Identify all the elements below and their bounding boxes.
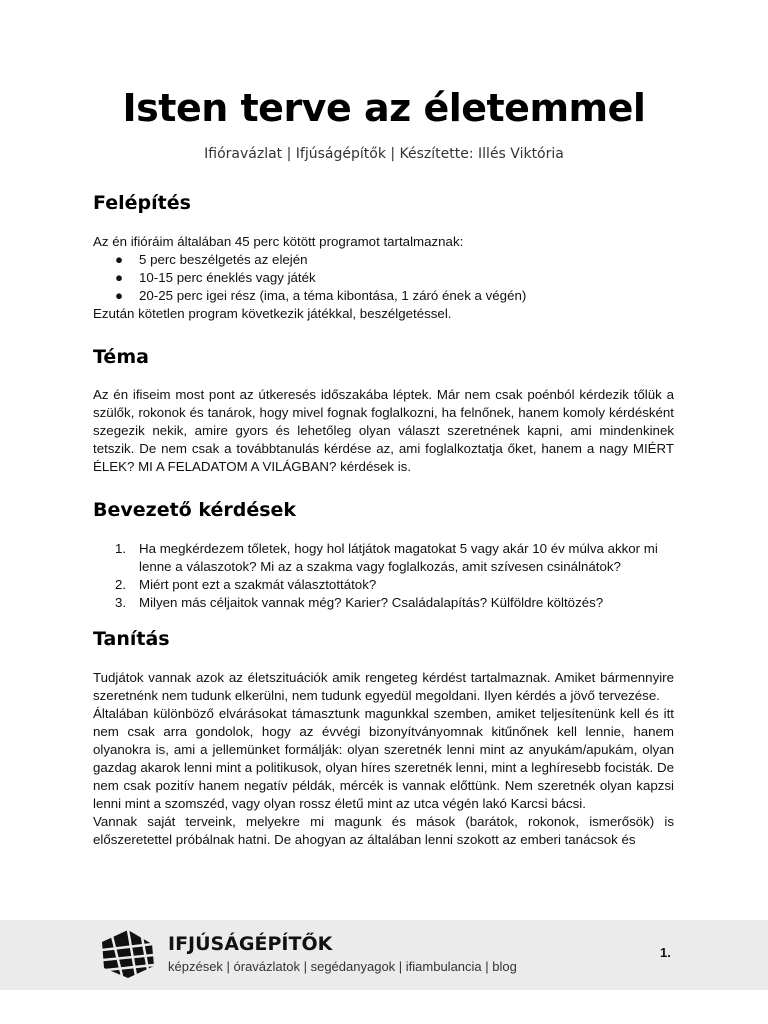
section-bevezeto [93,499,674,612]
tanitas-paragraph: Vannak saját terveink, melyekre mi magunk és mások (barátok, rokonok, ismerősök) is előszeretettel próbálnak hatni. De ahogyan az általában lenni szokott az emberi tanácsok és [93,814,674,847]
list-item [93,269,674,287]
list-item [93,594,674,612]
tanitas-paragraph: Tudjátok vannak azok az életszituációk amik rengeteg kérdést tartalmaznak. Amiket bármennyire szeretnénk nem tudunk elkerülni, nem tudunk egyedül megoldani. Ilyen kérdés a jövő tervezése. [93,670,674,703]
list-item [93,540,674,576]
page-title: Isten terve az életemmel [122,86,646,130]
felepites-intro: Az én ifióráim általában 45 perc kötött programot tartalmaznak: [93,234,464,249]
list-item-text: 10-15 perc éneklés vagy játék [139,270,316,285]
bullet-icon: ● [115,270,124,285]
ifjusagepitok-logo-icon [98,928,156,980]
section-tema [93,346,674,476]
list-item-text: 5 perc beszélgetés az elején [139,252,308,267]
bullet-icon: ● [115,252,124,267]
footer-brand: IFJÚSÁGÉPÍTŐK [168,933,333,955]
list-item [93,251,674,269]
list-number: 2. [115,577,127,592]
page-subtitle: Ifióravázlat | Ifjúságépítők | Készítette: Illés Viktória [204,146,564,162]
list-item [93,287,674,305]
page-number: 1. [660,945,671,960]
tanitas-paragraph: Általában különböző elvárásokat támasztunk magunkkal szemben, amiket teljesítenünk kell és itt nem csak arra gondolok, hogy az évvégi bizonyítványomnak kitűnőnek kell lennie, hanem olyanokra is, ami a jellemünket formálják: olyan szeretnék lenni mint az anyukám/apukám, olyan gazdag akarok lenni mint a politikusok, olyan híres szeretnék lenni, mint a leghíresebb focisták. De nem csak pozitív hanem negatív példák, mércék is vannak előttünk. Nem szeretnék olyan kapzsi lenni mint a szomszéd, vagy olyan rossz életű mint az utca végén lakó Karcsi bácsi. [93,706,674,811]
felepites-outro: Ezután kötetlen program következik játékkal, beszélgetéssel. [93,306,452,321]
section-heading-felepites: Felépítés [93,192,191,214]
list-item-text: Ha megkérdezem tőletek, hogy hol látjátok magatokat 5 vagy akár 10 év múlva akkor mi lenne a válaszotok? Mi az a szakma vagy foglalkozás, amit szívesen csinálnátok? [139,541,658,574]
section-tanitas [93,628,674,849]
list-item-text: Milyen más céljaitok vannak még? Karier? Családalapítás? Külföldre költözés? [139,595,604,610]
list-item [93,576,674,594]
section-heading-tanitas: Tanítás [93,628,170,650]
list-item-text: 20-25 perc igei rész (ima, a téma kibontása, 1 záró ének a végén) [139,288,527,303]
section-heading-bevezeto: Bevezető kérdések [93,499,297,521]
section-felepites [93,192,674,323]
footer-tagline: képzések | óravázlatok | segédanyagok | ifiambulancia | blog [168,959,517,974]
bevezeto-questions [93,540,674,612]
list-item-text: Miért pont ezt a szakmát választottátok? [139,577,377,592]
list-number: 3. [115,595,127,610]
section-heading-tema: Téma [93,346,149,368]
tema-paragraph: Az én ifiseim most pont az útkeresés időszakába léptek. Már nem csak poénból kérdezik tőlük a szülők, rokonok és tanárok, hogy mivel fognak foglalkozni, ha felnőnek, hanem komoly kérdésként szegezik nekik, amire gyors és lehetőleg olyan választ szeretnének kapni, ami mindenkinek tetszik. De nem csak a továbbtanulás kérdése az, ami foglalkoztatja őket, hanem a nagy MIÉRT ÉLEK? MI A FELADATOM A VILÁGBAN? kérdések is. [93,387,674,474]
page-footer [0,920,768,990]
felepites-list [93,251,674,305]
bullet-icon: ● [115,288,124,303]
list-number: 1. [115,541,127,556]
